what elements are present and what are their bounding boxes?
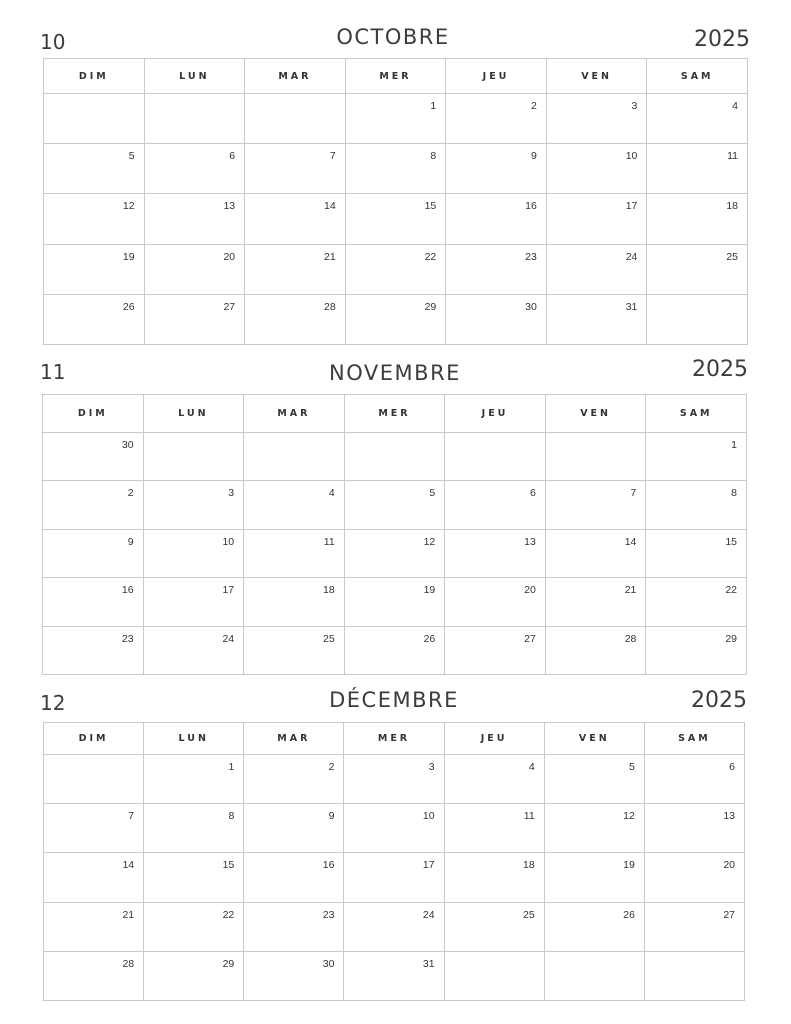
empty-day-cell bbox=[544, 951, 644, 1000]
day-number: 14 bbox=[624, 535, 637, 548]
week-row bbox=[43, 529, 747, 577]
day-cell bbox=[647, 194, 748, 244]
day-cell bbox=[446, 294, 547, 344]
day-number: 29 bbox=[725, 632, 737, 645]
week-row bbox=[44, 755, 745, 804]
day-number bbox=[435, 440, 444, 446]
day-number bbox=[134, 762, 143, 768]
empty-day-cell bbox=[144, 94, 245, 144]
day-cell bbox=[444, 804, 544, 853]
weekday-header: JEU bbox=[446, 59, 547, 94]
day-number: 20 bbox=[723, 859, 735, 872]
day-number: 16 bbox=[322, 859, 335, 872]
weekday-header: VEN bbox=[545, 395, 646, 433]
day-number: 1 bbox=[731, 439, 737, 451]
day-number: 12 bbox=[122, 200, 135, 213]
day-cell bbox=[143, 578, 244, 626]
day-number: 28 bbox=[324, 300, 336, 313]
day-cell bbox=[43, 481, 144, 529]
day-cell bbox=[644, 804, 744, 853]
day-number: 4 bbox=[328, 487, 335, 500]
day-number: 9 bbox=[328, 810, 335, 823]
day-cell bbox=[244, 951, 344, 1000]
day-number: 2 bbox=[530, 100, 537, 112]
weekday-header: MAR bbox=[244, 395, 345, 433]
day-number: 30 bbox=[525, 300, 537, 313]
empty-day-cell bbox=[143, 433, 244, 481]
empty-day-cell bbox=[647, 294, 748, 344]
day-number: 8 bbox=[430, 150, 437, 163]
weekday-header: JEU bbox=[444, 723, 544, 755]
month-name: NOVEMBRE bbox=[329, 361, 461, 385]
day-number: 20 bbox=[223, 250, 236, 263]
day-number: 2 bbox=[127, 487, 134, 500]
weekday-header: SAM bbox=[644, 723, 744, 755]
day-number: 23 bbox=[121, 632, 134, 645]
weekday-header: MER bbox=[344, 395, 445, 433]
day-number bbox=[336, 101, 345, 107]
month-number: 12 bbox=[40, 691, 66, 715]
day-cell bbox=[244, 804, 344, 853]
day-cell bbox=[144, 194, 245, 244]
day-cell bbox=[143, 529, 244, 577]
day-number: 20 bbox=[524, 584, 536, 597]
day-cell bbox=[244, 902, 344, 951]
day-cell bbox=[43, 433, 144, 481]
day-number: 12 bbox=[623, 810, 635, 823]
day-number bbox=[735, 959, 744, 965]
month-year: 2025 bbox=[694, 27, 750, 52]
day-number: 11 bbox=[523, 810, 535, 823]
day-cell bbox=[44, 804, 144, 853]
day-cell bbox=[144, 244, 245, 294]
weekday-header: SAM bbox=[646, 395, 747, 433]
day-cell bbox=[546, 94, 647, 144]
empty-day-cell bbox=[244, 433, 345, 481]
day-number: 28 bbox=[624, 632, 637, 645]
day-cell bbox=[144, 294, 245, 344]
week-row bbox=[44, 294, 748, 344]
day-number: 3 bbox=[428, 761, 435, 773]
day-cell bbox=[344, 529, 445, 577]
day-cell bbox=[344, 755, 444, 804]
day-number: 24 bbox=[625, 250, 638, 263]
day-number: 24 bbox=[422, 908, 435, 921]
calendar-grid bbox=[42, 394, 747, 675]
day-cell bbox=[344, 578, 445, 626]
day-cell bbox=[244, 755, 344, 804]
week-row bbox=[44, 144, 748, 194]
day-number: 5 bbox=[128, 150, 135, 163]
day-number: 3 bbox=[228, 487, 235, 500]
day-cell bbox=[344, 481, 445, 529]
weekday-header-row bbox=[44, 59, 748, 94]
week-row bbox=[44, 244, 748, 294]
empty-day-cell bbox=[44, 94, 145, 144]
day-number: 7 bbox=[329, 150, 336, 163]
day-cell bbox=[244, 481, 345, 529]
weekday-header: DIM bbox=[43, 395, 144, 433]
day-number: 21 bbox=[324, 250, 336, 263]
day-cell bbox=[446, 94, 547, 144]
day-number: 13 bbox=[723, 810, 735, 823]
day-cell bbox=[345, 94, 446, 144]
day-number: 7 bbox=[128, 810, 135, 823]
day-cell bbox=[546, 244, 647, 294]
day-number bbox=[234, 440, 243, 446]
day-number: 31 bbox=[625, 300, 638, 313]
day-number: 13 bbox=[524, 535, 536, 548]
day-number: 16 bbox=[525, 200, 537, 213]
month-number: 11 bbox=[40, 360, 66, 384]
day-cell bbox=[344, 902, 444, 951]
day-number: 17 bbox=[422, 859, 435, 872]
weekday-header: DIM bbox=[44, 723, 144, 755]
day-cell bbox=[44, 853, 144, 902]
day-cell bbox=[444, 902, 544, 951]
day-number: 10 bbox=[422, 810, 435, 823]
day-number bbox=[536, 440, 545, 446]
day-cell bbox=[344, 626, 445, 674]
month-year: 2025 bbox=[691, 688, 747, 713]
day-cell bbox=[546, 144, 647, 194]
empty-day-cell bbox=[344, 433, 445, 481]
calendar-grid bbox=[43, 58, 748, 345]
day-cell bbox=[545, 578, 646, 626]
day-cell bbox=[544, 755, 644, 804]
day-number: 8 bbox=[731, 487, 737, 500]
day-number: 25 bbox=[323, 632, 335, 645]
day-number: 27 bbox=[723, 908, 735, 921]
day-number: 26 bbox=[122, 300, 135, 313]
week-row bbox=[44, 94, 748, 144]
month-year: 2025 bbox=[692, 357, 748, 382]
day-cell bbox=[445, 481, 546, 529]
day-cell bbox=[244, 853, 344, 902]
day-number: 7 bbox=[630, 487, 637, 500]
day-number: 27 bbox=[524, 632, 536, 645]
day-number: 17 bbox=[625, 200, 638, 213]
day-cell bbox=[144, 951, 244, 1000]
day-number: 6 bbox=[529, 487, 536, 500]
day-cell bbox=[244, 529, 345, 577]
weekday-header: LUN bbox=[143, 395, 244, 433]
day-number bbox=[235, 101, 244, 107]
day-cell bbox=[345, 294, 446, 344]
weekday-header: DIM bbox=[44, 59, 145, 94]
day-cell bbox=[345, 244, 446, 294]
day-number: 11 bbox=[727, 150, 738, 163]
empty-day-cell bbox=[545, 433, 646, 481]
day-number: 18 bbox=[726, 200, 738, 213]
day-number: 18 bbox=[323, 584, 335, 597]
day-number: 31 bbox=[422, 957, 435, 970]
day-number: 29 bbox=[222, 957, 235, 970]
day-cell bbox=[344, 951, 444, 1000]
day-cell bbox=[144, 144, 245, 194]
day-cell bbox=[646, 433, 747, 481]
day-number: 5 bbox=[429, 487, 436, 500]
day-number: 15 bbox=[222, 859, 235, 872]
weekday-header: LUN bbox=[144, 723, 244, 755]
day-number: 3 bbox=[631, 100, 638, 112]
day-number: 19 bbox=[122, 250, 135, 263]
day-cell bbox=[644, 853, 744, 902]
day-cell bbox=[245, 244, 346, 294]
weekday-header: VEN bbox=[546, 59, 647, 94]
day-cell bbox=[544, 902, 644, 951]
day-cell bbox=[444, 755, 544, 804]
day-number bbox=[738, 302, 747, 308]
weekday-header: JEU bbox=[445, 395, 546, 433]
day-number: 6 bbox=[229, 150, 236, 163]
day-number bbox=[535, 959, 544, 965]
day-cell bbox=[446, 144, 547, 194]
day-number: 9 bbox=[530, 150, 537, 163]
day-number bbox=[335, 440, 344, 446]
day-cell bbox=[446, 194, 547, 244]
day-number: 6 bbox=[729, 761, 735, 773]
day-number bbox=[635, 959, 644, 965]
day-number: 18 bbox=[523, 859, 535, 872]
day-number: 19 bbox=[423, 584, 436, 597]
day-number: 8 bbox=[228, 810, 235, 823]
day-number: 15 bbox=[725, 535, 737, 548]
empty-day-cell bbox=[444, 951, 544, 1000]
empty-day-cell bbox=[245, 94, 346, 144]
day-number: 9 bbox=[127, 535, 134, 548]
day-number: 29 bbox=[424, 300, 437, 313]
day-number: 22 bbox=[725, 584, 737, 597]
weekday-header: MER bbox=[344, 723, 444, 755]
day-cell bbox=[344, 853, 444, 902]
day-number: 10 bbox=[222, 535, 235, 548]
day-cell bbox=[647, 94, 748, 144]
day-cell bbox=[647, 244, 748, 294]
day-number: 28 bbox=[122, 957, 135, 970]
day-cell bbox=[244, 578, 345, 626]
day-number: 12 bbox=[423, 535, 436, 548]
day-number: 22 bbox=[222, 908, 235, 921]
weekday-header: LUN bbox=[144, 59, 245, 94]
day-number: 30 bbox=[322, 957, 335, 970]
day-number: 1 bbox=[430, 100, 437, 112]
day-number: 5 bbox=[629, 761, 635, 773]
day-number: 17 bbox=[222, 584, 235, 597]
day-cell bbox=[144, 853, 244, 902]
day-number: 4 bbox=[732, 100, 738, 112]
day-number: 4 bbox=[528, 761, 535, 773]
weekday-header-row bbox=[44, 723, 745, 755]
day-cell bbox=[143, 626, 244, 674]
day-cell bbox=[647, 144, 748, 194]
week-row bbox=[44, 853, 745, 902]
day-cell bbox=[646, 481, 747, 529]
week-row bbox=[44, 194, 748, 244]
day-number: 25 bbox=[523, 908, 535, 921]
day-cell bbox=[444, 853, 544, 902]
day-number: 30 bbox=[121, 439, 134, 451]
weekday-header-row bbox=[43, 395, 747, 433]
day-number: 15 bbox=[424, 200, 437, 213]
day-cell bbox=[646, 626, 747, 674]
day-cell bbox=[545, 626, 646, 674]
day-cell bbox=[345, 144, 446, 194]
day-cell bbox=[544, 804, 644, 853]
day-number bbox=[135, 101, 144, 107]
day-cell bbox=[43, 626, 144, 674]
day-number: 21 bbox=[122, 908, 135, 921]
day-number: 2 bbox=[328, 761, 335, 773]
day-cell bbox=[345, 194, 446, 244]
day-number: 14 bbox=[122, 859, 135, 872]
empty-day-cell bbox=[644, 951, 744, 1000]
month-name: OCTOBRE bbox=[336, 25, 450, 49]
day-cell bbox=[44, 951, 144, 1000]
week-row bbox=[44, 951, 745, 1000]
week-row bbox=[43, 578, 747, 626]
weekday-header: MAR bbox=[244, 723, 344, 755]
day-number: 26 bbox=[423, 632, 436, 645]
day-cell bbox=[646, 529, 747, 577]
day-cell bbox=[646, 578, 747, 626]
day-number: 14 bbox=[324, 200, 336, 213]
day-cell bbox=[546, 294, 647, 344]
day-cell bbox=[44, 194, 145, 244]
day-cell bbox=[143, 481, 244, 529]
calendar-grid bbox=[43, 722, 745, 1001]
day-cell bbox=[44, 144, 145, 194]
day-cell bbox=[644, 902, 744, 951]
day-number bbox=[636, 440, 645, 446]
day-cell bbox=[344, 804, 444, 853]
day-cell bbox=[644, 755, 744, 804]
day-cell bbox=[44, 244, 145, 294]
day-number: 16 bbox=[121, 584, 134, 597]
day-number: 10 bbox=[625, 150, 638, 163]
day-number: 26 bbox=[623, 908, 635, 921]
empty-day-cell bbox=[44, 755, 144, 804]
weekday-header: MER bbox=[345, 59, 446, 94]
day-cell bbox=[44, 294, 145, 344]
day-cell bbox=[244, 626, 345, 674]
day-cell bbox=[545, 529, 646, 577]
day-cell bbox=[445, 626, 546, 674]
weekday-header: VEN bbox=[544, 723, 644, 755]
day-number: 13 bbox=[223, 200, 236, 213]
day-cell bbox=[245, 294, 346, 344]
day-cell bbox=[445, 578, 546, 626]
day-cell bbox=[144, 804, 244, 853]
day-number: 11 bbox=[323, 535, 335, 548]
day-cell bbox=[445, 529, 546, 577]
day-number: 22 bbox=[424, 250, 437, 263]
day-cell bbox=[43, 578, 144, 626]
empty-day-cell bbox=[445, 433, 546, 481]
month-number: 10 bbox=[40, 30, 66, 54]
day-cell bbox=[546, 194, 647, 244]
day-number: 27 bbox=[223, 300, 236, 313]
week-row bbox=[43, 433, 747, 481]
week-row bbox=[44, 902, 745, 951]
day-cell bbox=[144, 755, 244, 804]
day-cell bbox=[43, 529, 144, 577]
day-number: 21 bbox=[624, 584, 637, 597]
week-row bbox=[43, 481, 747, 529]
week-row bbox=[43, 626, 747, 674]
week-row bbox=[44, 804, 745, 853]
day-number: 23 bbox=[525, 250, 537, 263]
day-number: 1 bbox=[228, 761, 235, 773]
day-cell bbox=[144, 902, 244, 951]
day-cell bbox=[446, 244, 547, 294]
day-cell bbox=[245, 194, 346, 244]
day-number: 24 bbox=[222, 632, 235, 645]
day-cell bbox=[545, 481, 646, 529]
weekday-header: MAR bbox=[245, 59, 346, 94]
month-name: DÉCEMBRE bbox=[329, 688, 459, 712]
day-number: 23 bbox=[322, 908, 335, 921]
day-cell bbox=[245, 144, 346, 194]
day-number: 19 bbox=[623, 859, 635, 872]
day-cell bbox=[544, 853, 644, 902]
day-number: 25 bbox=[726, 250, 738, 263]
day-cell bbox=[44, 902, 144, 951]
weekday-header: SAM bbox=[647, 59, 748, 94]
